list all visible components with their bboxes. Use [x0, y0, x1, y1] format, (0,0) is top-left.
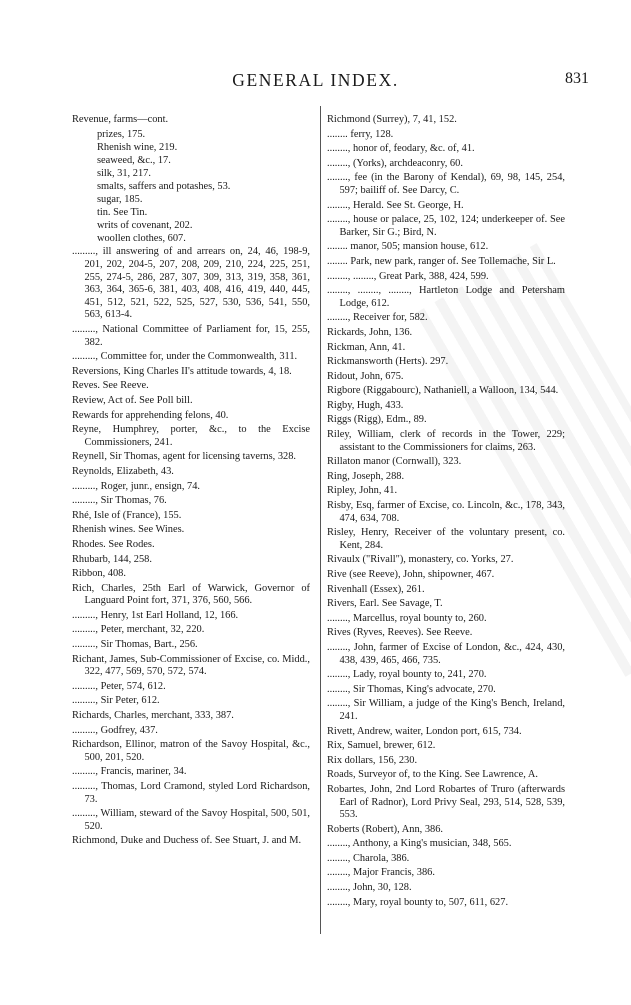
index-entry: Riggs (Rigg), Edm., 89. [327, 414, 427, 426]
index-entry: ........, ........, ........, Hartleton Lodge and Petersham Lodge, 612. [327, 285, 565, 309]
index-entry: ........., William, steward of the Savoy Hospital, 500, 501, 520. [72, 808, 310, 832]
page-header [0, 70, 631, 94]
page-title: GENERAL INDEX. [232, 70, 399, 90]
index-entry: ........., Committee for, under the Commonwealth, 311. [72, 351, 298, 363]
index-entry: Rhodes. See Rodes. [72, 538, 155, 550]
index-entry: Rickards, John, 136. [327, 326, 413, 338]
index-entry: ........, Major Francis, 386. [327, 867, 435, 879]
index-entry: Rickman, Ann, 41. [327, 341, 406, 353]
index-entry: ........., Thomas, Lord Cramond, styled Lord Richardson, 73. [72, 781, 310, 805]
index-entry: Rigby, Hugh, 433. [327, 399, 404, 411]
index-entry: Reversions, King Charles II's attitude towards, 4, 18. [72, 365, 292, 377]
index-entry: Rix, Samuel, brewer, 612. [327, 740, 436, 752]
index-entry: Ribbon, 408. [72, 568, 126, 580]
index-entry: Review, Act of. See Poll bill. [72, 394, 193, 406]
index-entry: Robartes, John, 2nd Lord Robartes of Truro (afterwards Earl of Radnor), Lord Privy Seal, 293, 514, 528, 539, 553. [327, 783, 565, 821]
index-column-left [72, 114, 310, 850]
index-subentry: prizes, 175. [96, 128, 146, 140]
index-entry: ........., National Committee of Parliament for, 15, 255, 382. [72, 324, 310, 348]
index-entry: ........, Herald. See St. George, H. [327, 199, 464, 211]
index-subentry: Rhenish wine, 219. [96, 141, 178, 153]
index-entry: Revenue, farms—cont. [72, 114, 169, 125]
index-entry: Reynolds, Elizabeth, 43. [72, 465, 174, 477]
index-entry: Rivenhall (Essex), 261. [327, 583, 425, 595]
index-entry: ........., Francis, mariner, 34. [72, 766, 187, 778]
index-entry: ........, Receiver for, 582. [327, 312, 428, 324]
index-entry: ........., Roger, junr., ensign, 74. [72, 480, 201, 492]
index-entry: Rix dollars, 156, 230. [327, 754, 418, 766]
index-entry: Risley, Henry, Receiver of the voluntary present, co. Kent, 284. [327, 527, 565, 551]
index-entry: Ring, Joseph, 288. [327, 470, 405, 482]
index-entry: Reynell, Sir Thomas, agent for licensing taverns, 328. [72, 451, 297, 463]
index-subentry: woollen clothes, 607. [96, 233, 186, 245]
index-subentry: sugar, 185. [96, 194, 143, 206]
index-entry: Rivaulx ("Rivall"), monastery, co. Yorks, 27. [327, 554, 514, 566]
index-column-right [327, 114, 565, 911]
index-subentry: writs of covenant, 202. [96, 220, 193, 232]
index-entry: ........ manor, 505; mansion house, 612. [327, 241, 489, 253]
index-subentry: seaweed, &c., 17. [96, 154, 171, 166]
index-subentry: smalts, saffers and potashes, 53. [96, 180, 231, 192]
index-entry: ........., Godfrey, 437. [72, 724, 158, 736]
index-entry: Rhé, Isle of (France), 155. [72, 509, 182, 521]
index-entry: Rive (see Reeve), John, shipowner, 467. [327, 569, 495, 580]
index-entry: Roberts (Robert), Ann, 386. [327, 823, 444, 835]
index-subentry: tin. See Tin. [96, 207, 148, 219]
page-number: 831 [565, 70, 589, 87]
index-entry: Ridout, John, 675. [327, 370, 404, 382]
index-entry: Risby, Esq, farmer of Excise, co. Lincoln, &c., 178, 343, 474, 634, 708. [327, 500, 565, 524]
index-entry: ........., Sir Thomas, Bart., 256. [72, 639, 198, 651]
index-entry: ........ Park, new park, ranger of. See Tollemache, Sir L. [327, 255, 556, 267]
index-entry: Richards, Charles, merchant, 333, 387. [72, 710, 234, 722]
index-entry: ........, Anthony, a King's musician, 348, 565. [327, 838, 512, 850]
index-entry: ........., Sir Peter, 612. [72, 695, 160, 707]
index-entry: ........., Peter, merchant, 32, 220. [72, 624, 205, 636]
index-entry: ........, Mary, royal bounty to, 507, 611, 627. [327, 896, 509, 908]
index-entry: ........, Lady, royal bounty to, 241, 270. [327, 669, 487, 681]
index-entry: ........, Marcellus, royal bounty to, 260. [327, 612, 487, 624]
index-entry: Rhenish wines. See Wines. [72, 524, 185, 536]
index-entry: Rich, Charles, 25th Earl of Warwick, Governor of Languard Point fort, 371, 376, 560, 566. [72, 582, 310, 607]
index-subentry: silk, 31, 217. [96, 167, 151, 179]
index-entry: ........, house or palace, 25, 102, 124; underkeeper of. See Barker, Sir G.; Bird, N. [327, 214, 565, 238]
index-entry: Rhubarb, 144, 258. [72, 553, 152, 565]
index-entry: ........, honor of, feodary, &c. of, 41. [327, 143, 475, 155]
index-entry: Rickmansworth (Herts). 297. [327, 356, 449, 368]
index-entry: ........, (Yorks), archdeaconry, 60. [327, 157, 463, 169]
index-entry: ........., Sir Thomas, 76. [72, 495, 167, 507]
index-entry: ........., Peter, 574, 612. [72, 680, 166, 692]
index-entry: Reyne, Humphrey, porter, &c., to the Excise Commissioners, 241. [72, 424, 310, 448]
index-entry: Richmond, Duke and Duchess of. See Stuart, J. and M. [72, 835, 302, 847]
index-entry: ........, John, 30, 128. [327, 882, 412, 894]
index-entry: Reves. See Reeve. [72, 380, 149, 392]
index-entry: Ripley, John, 41. [327, 485, 398, 497]
index-entry: Rives (Ryves, Reeves). See Reeve. [327, 627, 473, 639]
index-entry: ........ ferry, 128. [327, 128, 394, 140]
index-entry: Rivett, Andrew, waiter, London port, 615, 734. [327, 725, 522, 737]
index-entry: ........, fee (in the Barony of Kendal), 69, 98, 145, 254, 597; bailiff of. See Darcy, C. [327, 172, 565, 196]
index-entry: Richant, James, Sub-Commissioner of Excise, co. Midd., 322, 477, 569, 570, 572, 574. [72, 653, 310, 678]
index-entry: Rivers, Earl. See Savage, T. [327, 598, 443, 610]
index-entry: Rewards for apprehending felons, 40. [72, 409, 229, 421]
index-entry: ........, Sir Thomas, King's advocate, 270. [327, 683, 496, 695]
index-entry: ........, Sir William, a judge of the King's Bench, Ireland, 241. [327, 698, 565, 722]
index-entry: Roads, Surveyor of, to the King. See Lawrence, A. [327, 769, 538, 781]
index-entry: Riley, William, clerk of records in the Tower, 229; assistant to the Commissioners for claims, 263. [327, 429, 565, 453]
index-entry: ........, John, farmer of Excise of London, &c., 424, 430, 438, 439, 465, 466, 735. [327, 641, 565, 666]
index-entry: Richmond (Surrey), 7, 41, 152. [327, 114, 457, 125]
index-entry: ........, Charola, 386. [327, 852, 410, 864]
index-entry: ........., Henry, 1st Earl Holland, 12, 166. [72, 609, 239, 621]
index-entry: Rillaton manor (Cornwall), 323. [327, 456, 462, 468]
index-entry: ........, ........, Great Park, 388, 424, 599. [327, 270, 489, 282]
index-entry: ........., ill answering of and arrears on, 24, 46, 198-9, 201, 202, 204-5, 207, 208, 209, 210, 224, 225, 251, 255, 274-5, 286, 287, 307, 309, 313, 319, 358, 361, 363, 364, 365-6, 381, 403, 408, 416, 419, 440, 445, 451, 512, 521, 522, 525, 527, 530, 536, 541, 550, 563, 613-4. [72, 246, 310, 321]
index-entry: Richardson, Ellinor, matron of the Savoy Hospital, &c., 500, 201, 520. [72, 739, 310, 763]
index-entry: Rigbore (Riggabourc), Nathaniell, a Walloon, 134, 544. [327, 385, 559, 397]
